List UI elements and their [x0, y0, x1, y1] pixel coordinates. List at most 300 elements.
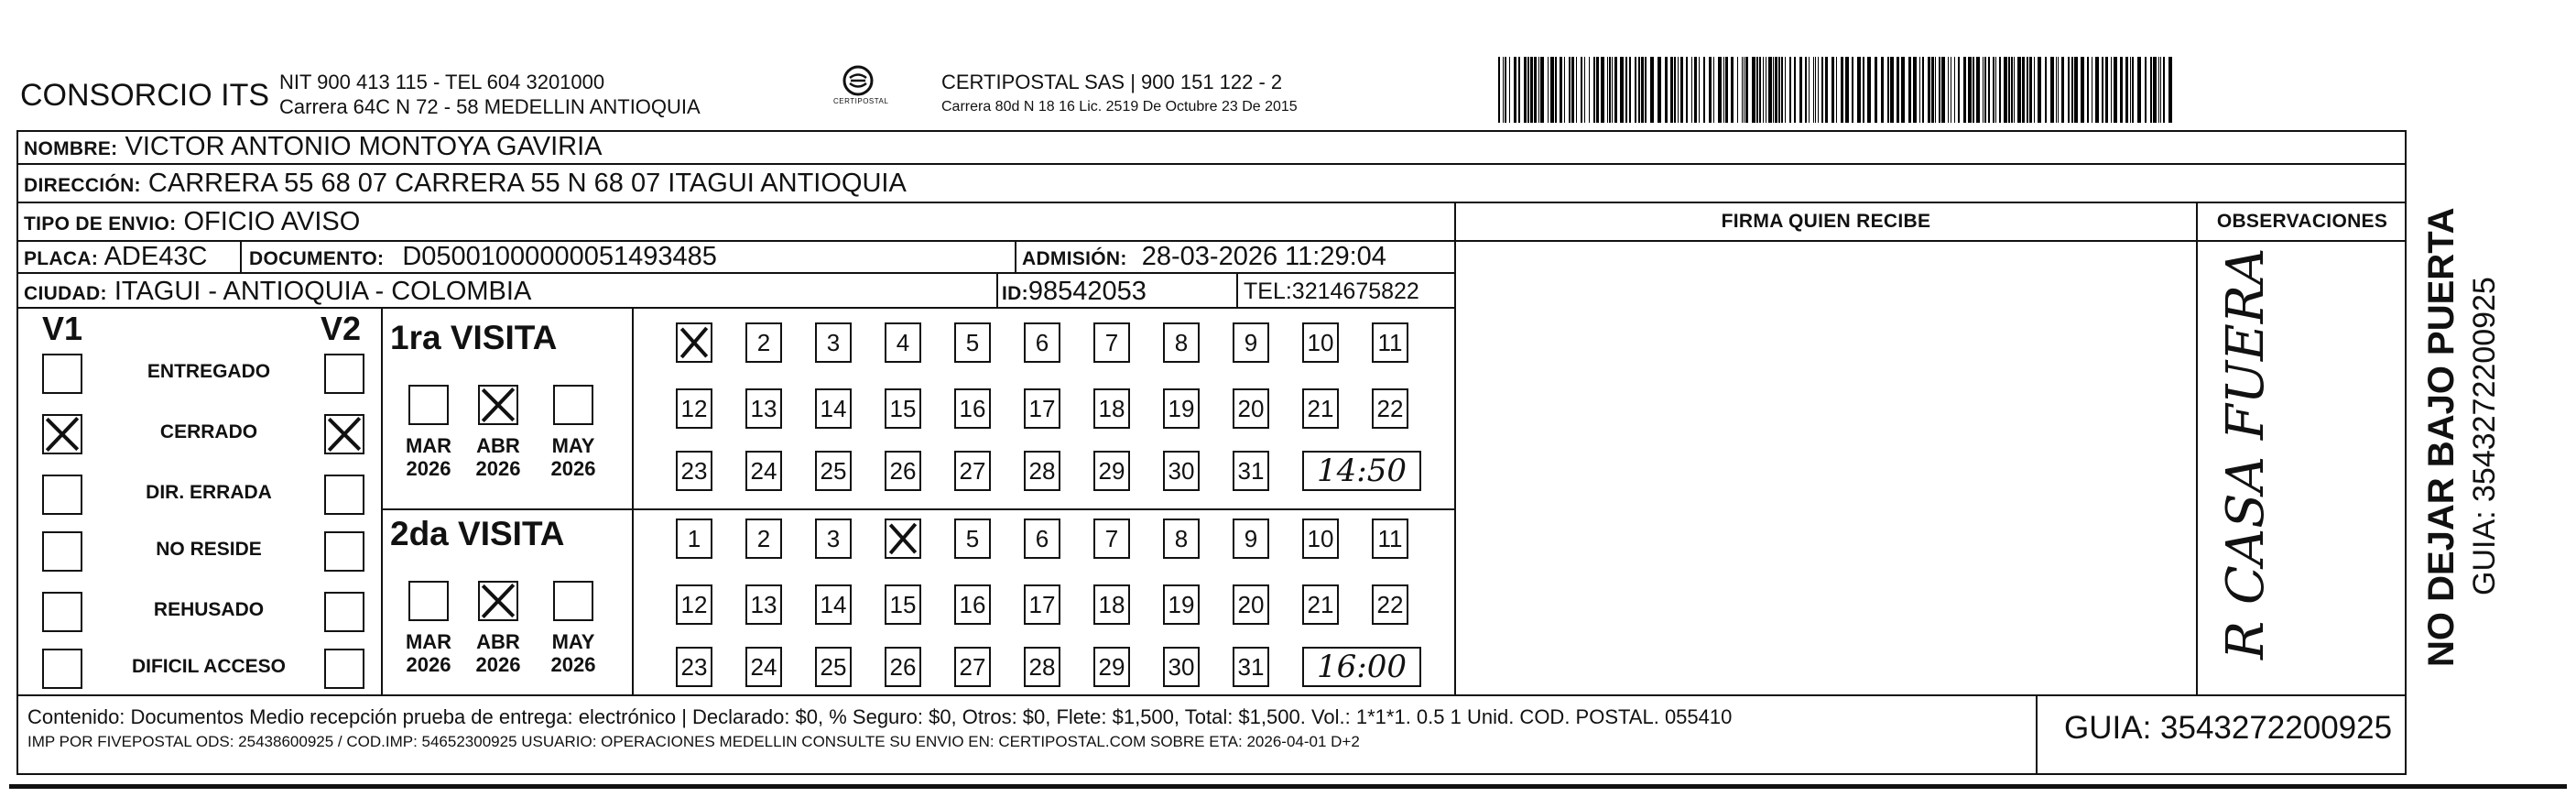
barcode-bar	[1742, 57, 1743, 123]
barcode-bar	[2071, 57, 2073, 123]
second-month-name: ABR	[476, 630, 520, 653]
barcode-bar	[1939, 57, 1940, 123]
tel-value: 3214675822	[1291, 278, 1419, 304]
documento-row	[249, 242, 717, 272]
barcode-bar	[1875, 57, 1877, 123]
barcode-bar	[1518, 57, 1520, 123]
barcode-bar	[2074, 57, 2078, 123]
first-month-checkbox[interactable]	[478, 385, 518, 425]
placa-value: ADE43C	[103, 242, 208, 271]
barcode-bar	[1614, 57, 1617, 123]
status-label: ENTREGADO	[147, 361, 271, 382]
second-day-box[interactable]: 8	[1163, 519, 1200, 559]
barcode-bar	[1691, 57, 1692, 123]
row-line	[16, 272, 1456, 274]
barcode-bar	[2102, 57, 2103, 123]
second-day-box[interactable]: 28	[1024, 647, 1060, 687]
barcode-bar	[1601, 57, 1604, 123]
first-day-box[interactable]: 15	[885, 388, 921, 429]
first-month-name: MAY	[551, 434, 595, 457]
row-line	[16, 202, 2407, 203]
barcode-bar	[1540, 57, 1544, 123]
barcode-bar	[1596, 57, 1599, 123]
footer-guia: GUIA: 3543272200925	[2064, 710, 2393, 746]
barcode-bar	[1665, 57, 1668, 123]
placa-row	[24, 242, 207, 272]
barcode-bar	[1641, 57, 1644, 123]
tipo-value: OFICIO AVISO	[183, 207, 361, 236]
first-month-label	[466, 434, 530, 480]
first-day-box[interactable]: 21	[1302, 388, 1339, 429]
col-line	[1236, 272, 1238, 307]
barcode-bar	[2014, 57, 2015, 123]
barcode-bar	[2105, 57, 2108, 123]
logo-text: CERTIPOSTAL	[833, 97, 889, 105]
second-day-box[interactable]: 14	[815, 584, 852, 625]
barcode-bar	[1993, 57, 1994, 123]
second-day-box[interactable]: 1	[676, 519, 712, 559]
direccion-row	[24, 169, 907, 199]
barcode-bar	[2111, 57, 2112, 123]
barcode-bar	[1534, 57, 1537, 123]
barcode-bar	[1571, 57, 1574, 123]
barcode-bar	[1589, 57, 1590, 123]
second-day-box[interactable]: 15	[885, 584, 921, 625]
barcode-bar	[1629, 57, 1631, 123]
firma-label: FIRMA QUIEN RECIBE	[1721, 211, 1931, 232]
v1-checkbox[interactable]	[42, 531, 82, 572]
nombre-value: VICTOR ANTONIO MONTOYA GAVIRIA	[125, 132, 603, 161]
second-day-box[interactable]: 23	[676, 647, 712, 687]
side-guia: GUIA: 3543272200925	[2467, 277, 2502, 595]
v2-checkbox[interactable]	[324, 475, 364, 515]
tipo-row	[24, 207, 360, 237]
v1-checkbox[interactable]	[42, 354, 82, 394]
first-day-box[interactable]: 9	[1233, 322, 1269, 363]
barcode-bar	[1680, 57, 1683, 123]
barcode-bar	[1958, 57, 1960, 123]
barcode-bar	[1968, 57, 1972, 123]
second-day-box[interactable]: 13	[745, 584, 782, 625]
nombre-label: NOMBRE:	[24, 138, 118, 159]
barcode-bar	[1913, 57, 1917, 123]
barcode-bar	[1988, 57, 1990, 123]
row-line	[16, 163, 2407, 165]
barcode-bar	[1821, 57, 1823, 123]
second-time-box[interactable]: 16:00	[1302, 647, 1421, 687]
barcode-bar	[1999, 57, 2001, 123]
first-day-box[interactable]: 7	[1093, 322, 1130, 363]
second-day-box[interactable]: 27	[954, 647, 991, 687]
barcode-bar	[1593, 57, 1595, 123]
barcode-bar	[1799, 57, 1802, 123]
barcode-bar	[1658, 57, 1661, 123]
second-day-box[interactable]: 22	[1372, 584, 1408, 625]
id-label: ID:	[1002, 283, 1028, 304]
barcode-bar	[1919, 57, 1920, 123]
v2-checkbox[interactable]	[324, 531, 364, 572]
first-day-box[interactable]: 14	[815, 388, 852, 429]
barcode-bar	[1852, 57, 1853, 123]
barcode-bar	[1550, 57, 1554, 123]
first-time-box[interactable]: 14:50	[1302, 451, 1421, 491]
first-month-name: ABR	[476, 434, 520, 457]
barcode-bar	[1963, 57, 1966, 123]
barcode-bar	[1645, 57, 1647, 123]
v1-checkbox[interactable]	[42, 592, 82, 632]
second-day-box[interactable]: 16	[954, 584, 991, 625]
barcode-bar	[1713, 57, 1714, 123]
barcode-bar	[1650, 57, 1654, 123]
barcode-bar	[1609, 57, 1611, 123]
second-day-box[interactable]: 18	[1093, 584, 1130, 625]
barcode-bar	[1503, 57, 1504, 123]
col-line	[381, 307, 383, 695]
barcode-bar	[1867, 57, 1871, 123]
barcode-bar	[1887, 57, 1889, 123]
status-label: REHUSADO	[153, 599, 265, 620]
barcode-bar	[1744, 57, 1745, 123]
second-month-label	[397, 630, 461, 676]
barcode-bar	[1694, 57, 1697, 123]
barcode-bar	[2022, 57, 2025, 123]
barcode-bar	[1564, 57, 1565, 123]
barcode-bar	[2045, 57, 2047, 123]
barcode-bar	[1548, 57, 1549, 123]
barcode-bar	[1625, 57, 1627, 123]
second-month-checkbox[interactable]	[478, 581, 518, 621]
v1-header: V1	[42, 310, 83, 347]
barcode-bar	[1674, 57, 1676, 123]
second-day-box[interactable]: 20	[1233, 584, 1269, 625]
barcode-bar	[1555, 57, 1557, 123]
second-day-box[interactable]: 5	[954, 519, 991, 559]
barcode-bar	[1718, 57, 1722, 123]
barcode-bar	[1857, 57, 1861, 123]
first-day-box[interactable]: 10	[1302, 322, 1339, 363]
company-address: Carrera 64C N 72 - 58 MEDELLIN ANTIOQUIA	[279, 95, 701, 118]
col-line	[2036, 694, 2038, 775]
barcode-bar	[2130, 57, 2131, 123]
placa-label: PLACA:	[24, 248, 99, 269]
barcode-bar	[1818, 57, 1819, 123]
ciudad-label: CIUDAD:	[24, 283, 107, 304]
barcode-bar	[1731, 57, 1734, 123]
second-month-year: 2026	[550, 653, 596, 676]
barcode-bar	[1928, 57, 1930, 123]
barcode-bar	[1699, 57, 1700, 123]
v2-header: V2	[321, 310, 362, 347]
second-day-box[interactable]: 31	[1233, 647, 1269, 687]
barcode-bar	[1670, 57, 1673, 123]
barcode-bar	[2008, 57, 2010, 123]
barcode-bar	[1775, 57, 1777, 123]
barcode-bar	[1897, 57, 1899, 123]
first-day-box[interactable]: 29	[1093, 451, 1130, 491]
barcode-bar	[1678, 57, 1679, 123]
barcode-bar	[1686, 57, 1688, 123]
admision-value: 28-03-2026 11:29:04	[1141, 242, 1386, 271]
barcode-bar	[1831, 57, 1834, 123]
second-month-checkbox[interactable]	[553, 581, 593, 621]
barcode-bar	[2095, 57, 2099, 123]
barcode-bar	[1581, 57, 1582, 123]
barcode-bar	[1813, 57, 1814, 123]
footer-line	[16, 694, 2407, 696]
barcode-bar	[2027, 57, 2028, 123]
barcode-bar	[1922, 57, 1924, 123]
second-day-box[interactable]: 17	[1024, 584, 1060, 625]
barcode-bar	[1794, 57, 1796, 123]
barcode-bar	[1514, 57, 1516, 123]
col-line	[632, 307, 634, 695]
first-day-box[interactable]: 3	[815, 322, 852, 363]
barcode-bar	[1973, 57, 1974, 123]
visit-divider	[381, 508, 1456, 510]
certipostal-info	[941, 70, 1298, 119]
barcode-bar	[1737, 57, 1738, 123]
barcode-bar	[1709, 57, 1712, 123]
barcode-bar	[1638, 57, 1640, 123]
first-month-year: 2026	[550, 457, 596, 480]
col-line	[240, 240, 242, 273]
no-dejar-warning: NO DEJAR BAJO PUERTA	[2421, 207, 2462, 667]
status-label: NO RESIDE	[156, 539, 262, 560]
status-label: DIR. ERRADA	[146, 482, 272, 503]
barcode-bar	[1805, 57, 1807, 123]
barcode-bar	[2029, 57, 2032, 123]
first-day-box[interactable]: 22	[1372, 388, 1408, 429]
second-day-box[interactable]: 10	[1302, 519, 1339, 559]
second-day-box[interactable]: 9	[1233, 519, 1269, 559]
v1-checkbox[interactable]	[42, 649, 82, 689]
company-nit: NIT 900 413 115 - TEL 604 3201000	[279, 71, 605, 93]
first-month-year: 2026	[406, 457, 451, 480]
barcode-bar	[1703, 57, 1705, 123]
first-day-box[interactable]: 27	[954, 451, 991, 491]
first-day-box[interactable]: 19	[1163, 388, 1200, 429]
barcode-bar	[1635, 57, 1636, 123]
first-day-box[interactable]: 28	[1024, 451, 1060, 491]
certipostal-nit: CERTIPOSTAL SAS | 900 151 122 - 2	[941, 71, 1283, 93]
second-day-box[interactable]: 7	[1093, 519, 1130, 559]
barcode-bar	[1723, 57, 1724, 123]
barcode-bar	[1954, 57, 1955, 123]
barcode-bar	[1841, 57, 1843, 123]
barcode-bar	[1781, 57, 1783, 123]
first-day-box[interactable]: 25	[815, 451, 852, 491]
first-month-label	[541, 434, 605, 480]
second-day-box[interactable]: 6	[1024, 519, 1060, 559]
first-day-box[interactable]: 4	[885, 322, 921, 363]
first-day-box[interactable]: 26	[885, 451, 921, 491]
barcode-bar	[1901, 57, 1905, 123]
barcode	[1498, 57, 2176, 123]
barcode-bar	[1935, 57, 1936, 123]
second-day-box[interactable]: 19	[1163, 584, 1200, 625]
barcode-bar	[1789, 57, 1791, 123]
first-month-year: 2026	[475, 457, 521, 480]
row-line	[16, 307, 1456, 309]
tipo-label: TIPO DE ENVIO:	[24, 213, 177, 235]
second-day-box[interactable]: 26	[885, 647, 921, 687]
second-day-box[interactable]: 12	[676, 584, 712, 625]
barcode-bar	[2163, 57, 2165, 123]
barcode-bar	[2150, 57, 2152, 123]
barcode-bar	[2160, 57, 2161, 123]
certipostal-logo	[833, 64, 889, 105]
status-label: CERRADO	[159, 421, 258, 442]
col-line	[2196, 202, 2198, 696]
first-month-checkbox[interactable]	[408, 385, 449, 425]
barcode-bar	[2004, 57, 2007, 123]
barcode-bar	[2081, 57, 2084, 123]
barcode-bar	[1620, 57, 1624, 123]
barcode-bar	[2050, 57, 2054, 123]
barcode-bar	[2087, 57, 2089, 123]
documento-value: D05001000000051493485	[402, 242, 717, 271]
first-day-box[interactable]: 13	[745, 388, 782, 429]
barcode-bar	[1763, 57, 1764, 123]
first-month-checkbox[interactable]	[553, 385, 593, 425]
barcode-bar	[1538, 57, 1539, 123]
v1-checkbox[interactable]	[42, 475, 82, 515]
barcode-bar	[1505, 57, 1506, 123]
barcode-bar	[2017, 57, 2021, 123]
barcode-bar	[1768, 57, 1772, 123]
first-day-box[interactable]: 16	[954, 388, 991, 429]
first-day-box[interactable]: 30	[1163, 451, 1200, 491]
second-day-box[interactable]: 30	[1163, 647, 1200, 687]
first-day-box[interactable]: 2	[745, 322, 782, 363]
second-month-year: 2026	[406, 653, 451, 676]
second-month-name: MAR	[405, 630, 452, 653]
col-line	[1015, 240, 1016, 273]
first-day-box[interactable]: 6	[1024, 322, 1060, 363]
ciudad-value: ITAGUI - ANTIOQUIA - COLOMBIA	[114, 277, 532, 306]
second-day-box[interactable]: 24	[745, 647, 782, 687]
first-day-box[interactable]: 24	[745, 451, 782, 491]
documento-label: DOCUMENTO:	[249, 248, 385, 269]
v2-checkbox[interactable]	[324, 354, 364, 394]
barcode-bar	[2011, 57, 2013, 123]
first-day-box[interactable]: 12	[676, 388, 712, 429]
barcode-bar	[1745, 57, 1748, 123]
v1-checkbox[interactable]	[42, 414, 82, 454]
barcode-bar	[1815, 57, 1816, 123]
first-day-box[interactable]	[676, 322, 712, 363]
barcode-bar	[1863, 57, 1864, 123]
second-month-name: MAY	[551, 630, 595, 653]
second-day-box[interactable]: 2	[745, 519, 782, 559]
second-visit-title: 2da VISITA	[390, 515, 565, 552]
ciudad-row	[24, 277, 531, 307]
barcode-bar	[1976, 57, 1980, 123]
company-info	[279, 70, 701, 119]
barcode-bar	[2145, 57, 2147, 123]
second-day-box[interactable]: 25	[815, 647, 852, 687]
barcode-bar	[1845, 57, 1849, 123]
first-day-box[interactable]: 8	[1163, 322, 1200, 363]
first-day-box[interactable]: 11	[1372, 322, 1408, 363]
barcode-bar	[1509, 57, 1510, 123]
barcode-bar	[1836, 57, 1837, 123]
barcode-bar	[2168, 57, 2172, 123]
first-month-name: MAR	[405, 434, 452, 457]
tel-row	[1244, 278, 1419, 305]
v2-checkbox[interactable]	[324, 649, 364, 689]
barcode-bar	[1825, 57, 1828, 123]
first-day-box[interactable]: 17	[1024, 388, 1060, 429]
barcode-bar	[1560, 57, 1562, 123]
barcode-bar	[2061, 57, 2064, 123]
barcode-bar	[1809, 57, 1810, 123]
barcode-bar	[1530, 57, 1533, 123]
footer-print-info: IMP POR FIVEPOSTAL ODS: 25438600925 / COD.IMP: 54652300925 USUARIO: OPERACIONES MEDELLIN CONSULTE SU ENVIO EN: CERTIPOSTAL.COM SOBRE ETA: 2026-04-01 D+2	[27, 733, 1360, 750]
v2-checkbox[interactable]	[324, 414, 364, 454]
barcode-bar	[1612, 57, 1613, 123]
direccion-value: CARRERA 55 68 07 CARRERA 55 N 68 07 ITAGUI ANTIOQUIA	[147, 169, 907, 198]
barcode-bar	[2158, 57, 2159, 123]
first-day-box[interactable]: 5	[954, 322, 991, 363]
barcode-bar	[2153, 57, 2157, 123]
barcode-bar	[1908, 57, 1911, 123]
id-value: 98542053	[1027, 277, 1147, 306]
barcode-bar	[2056, 57, 2057, 123]
observaciones-label: OBSERVACIONES	[2216, 211, 2388, 232]
footer-content: Contenido: Documentos Medio recepción prueba de entrega: electrónico | Declarado: $0, % Seguro: $0, Otros: $0, Flete: $1,500, Total: $1,500. Vol.: 1*1*1. 0.5 1 Unid. COD. POSTAL. 055410	[27, 705, 1733, 728]
first-month-label	[397, 434, 461, 480]
first-day-box[interactable]: 20	[1233, 388, 1269, 429]
barcode-bar	[2038, 57, 2041, 123]
observaciones-handwriting: R CASA FUERA	[2216, 247, 2276, 660]
second-day-box[interactable]: 21	[1302, 584, 1339, 625]
bottom-border	[9, 784, 2567, 789]
company-name: CONSORCIO ITS	[20, 78, 270, 113]
first-day-box[interactable]: 31	[1233, 451, 1269, 491]
v2-checkbox[interactable]	[324, 592, 364, 632]
barcode-bar	[1995, 57, 1996, 123]
first-day-box[interactable]: 18	[1093, 388, 1130, 429]
barcode-bar	[1607, 57, 1608, 123]
first-day-box[interactable]: 23	[676, 451, 712, 491]
barcode-bar	[2068, 57, 2070, 123]
second-month-checkbox[interactable]	[408, 581, 449, 621]
barcode-bar	[1881, 57, 1884, 123]
barcode-bar	[1524, 57, 1527, 123]
barcode-bar	[1569, 57, 1571, 123]
barcode-bar	[1498, 57, 1500, 123]
barcode-bar	[1527, 57, 1529, 123]
barcode-bar	[1576, 57, 1577, 123]
barcode-bar	[2132, 57, 2134, 123]
barcode-bar	[1778, 57, 1780, 123]
status-label: DIFICIL ACCESO	[131, 656, 286, 677]
barcode-bar	[1773, 57, 1774, 123]
second-day-box[interactable]	[885, 519, 921, 559]
second-day-box[interactable]: 11	[1372, 519, 1408, 559]
first-visit-title: 1ra VISITA	[390, 319, 558, 356]
col-line	[996, 272, 998, 307]
barcode-bar	[1785, 57, 1786, 123]
barcode-bar	[1725, 57, 1728, 123]
second-day-box[interactable]: 3	[815, 519, 852, 559]
barcode-bar	[1584, 57, 1585, 123]
barcode-bar	[2114, 57, 2117, 123]
barcode-bar	[2034, 57, 2035, 123]
second-day-box[interactable]: 29	[1093, 647, 1130, 687]
admision-label: ADMISIÓN:	[1022, 248, 1127, 269]
